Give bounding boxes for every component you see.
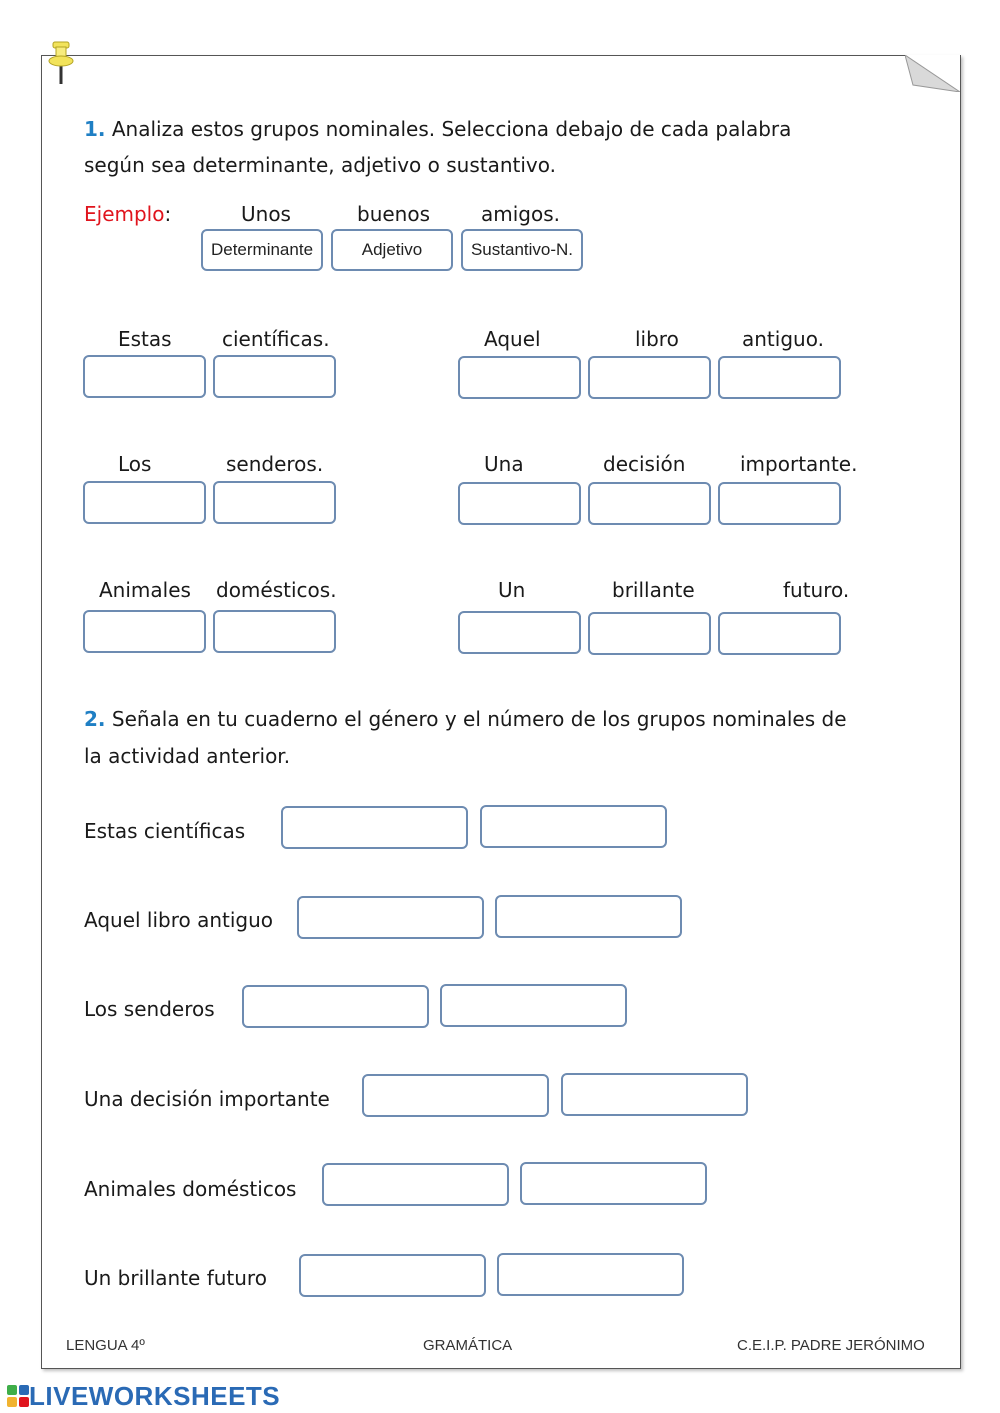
group-word: Una: [484, 452, 524, 476]
group-word: Un: [498, 578, 526, 602]
gender-box[interactable]: [362, 1074, 549, 1117]
number-box[interactable]: [497, 1253, 684, 1296]
liveworksheets-logo-text: LIVEWORKSHEETS: [29, 1380, 281, 1411]
exercise2-instruction: [84, 707, 847, 731]
group-word: brillante: [612, 578, 695, 602]
group-word: Aquel: [484, 327, 541, 351]
answer-box[interactable]: [458, 611, 581, 654]
answer-box[interactable]: [213, 355, 336, 398]
row-label: Animales domésticos: [84, 1177, 297, 1201]
exercise1-instruction-line2: según sea determinante, adjetivo o sustantivo.: [84, 153, 556, 177]
answer-box[interactable]: [458, 482, 581, 525]
liveworksheets-logo-icon: [7, 1385, 29, 1407]
number-box[interactable]: [495, 895, 682, 938]
footer-topic: GRAMÁTICA: [423, 1337, 513, 1354]
example-word: buenos: [357, 202, 431, 226]
exercise1-number: 1.: [84, 117, 106, 141]
example-colon: :: [164, 202, 172, 226]
group-word: domésticos.: [216, 578, 337, 602]
answer-box[interactable]: [458, 356, 581, 399]
row-label: Estas científicas: [84, 819, 246, 843]
answer-box[interactable]: [718, 482, 841, 525]
row-label: Una decisión importante: [84, 1087, 330, 1111]
group-word: Los: [118, 452, 152, 476]
row-label: Un brillante futuro: [84, 1266, 267, 1290]
gender-box[interactable]: [322, 1163, 509, 1206]
number-box[interactable]: [480, 805, 667, 848]
number-box[interactable]: [561, 1073, 748, 1116]
push-pin-icon: [46, 40, 76, 86]
example-answer-box: Determinante: [201, 229, 323, 271]
answer-box[interactable]: [213, 610, 336, 653]
row-label: Aquel libro antiguo: [84, 908, 274, 932]
answer-box[interactable]: [83, 481, 206, 524]
example-answer-box: Adjetivo: [331, 229, 453, 271]
exercise1-instruction: [84, 117, 791, 141]
gender-box[interactable]: [281, 806, 468, 849]
gender-box[interactable]: [299, 1254, 486, 1297]
folded-corner-icon: [905, 55, 960, 92]
example-word: Unos: [241, 202, 291, 226]
exercise1-instruction-line1: Analiza estos grupos nominales. Selecciona debajo de cada palabra: [111, 117, 792, 141]
gender-box[interactable]: [297, 896, 484, 939]
group-word: Estas: [118, 327, 172, 351]
answer-box[interactable]: [213, 481, 336, 524]
answer-box[interactable]: [588, 356, 711, 399]
answer-box[interactable]: [83, 355, 206, 398]
group-word: Animales: [99, 578, 191, 602]
answer-box[interactable]: [588, 612, 711, 655]
number-box[interactable]: [520, 1162, 707, 1205]
exercise2-instruction-line1: Señala en tu cuaderno el género y el número de los grupos nominales de: [111, 707, 847, 731]
example-label: [84, 202, 171, 226]
number-box[interactable]: [440, 984, 627, 1027]
answer-box[interactable]: [588, 482, 711, 525]
group-word: importante.: [740, 452, 858, 476]
liveworksheets-logo: [7, 1381, 280, 1411]
group-word: científicas.: [222, 327, 330, 351]
exercise2-number: 2.: [84, 707, 106, 731]
group-word: futuro.: [783, 578, 850, 602]
example-word: amigos.: [481, 202, 561, 226]
group-word: libro: [635, 327, 679, 351]
group-word: senderos.: [226, 452, 324, 476]
group-word: decisión: [603, 452, 686, 476]
answer-box[interactable]: [83, 610, 206, 653]
answer-box[interactable]: [718, 356, 841, 399]
footer-school: C.E.I.P. PADRE JERÓNIMO: [737, 1337, 925, 1354]
row-label: Los senderos: [84, 997, 215, 1021]
exercise2-instruction-line2: la actividad anterior.: [84, 744, 291, 768]
answer-box[interactable]: [718, 612, 841, 655]
example-answer-box: Sustantivo-N.: [461, 229, 583, 271]
footer-subject: LENGUA 4º: [66, 1337, 145, 1354]
gender-box[interactable]: [242, 985, 429, 1028]
group-word: antiguo.: [742, 327, 824, 351]
example-label-text: Ejemplo: [84, 202, 165, 226]
